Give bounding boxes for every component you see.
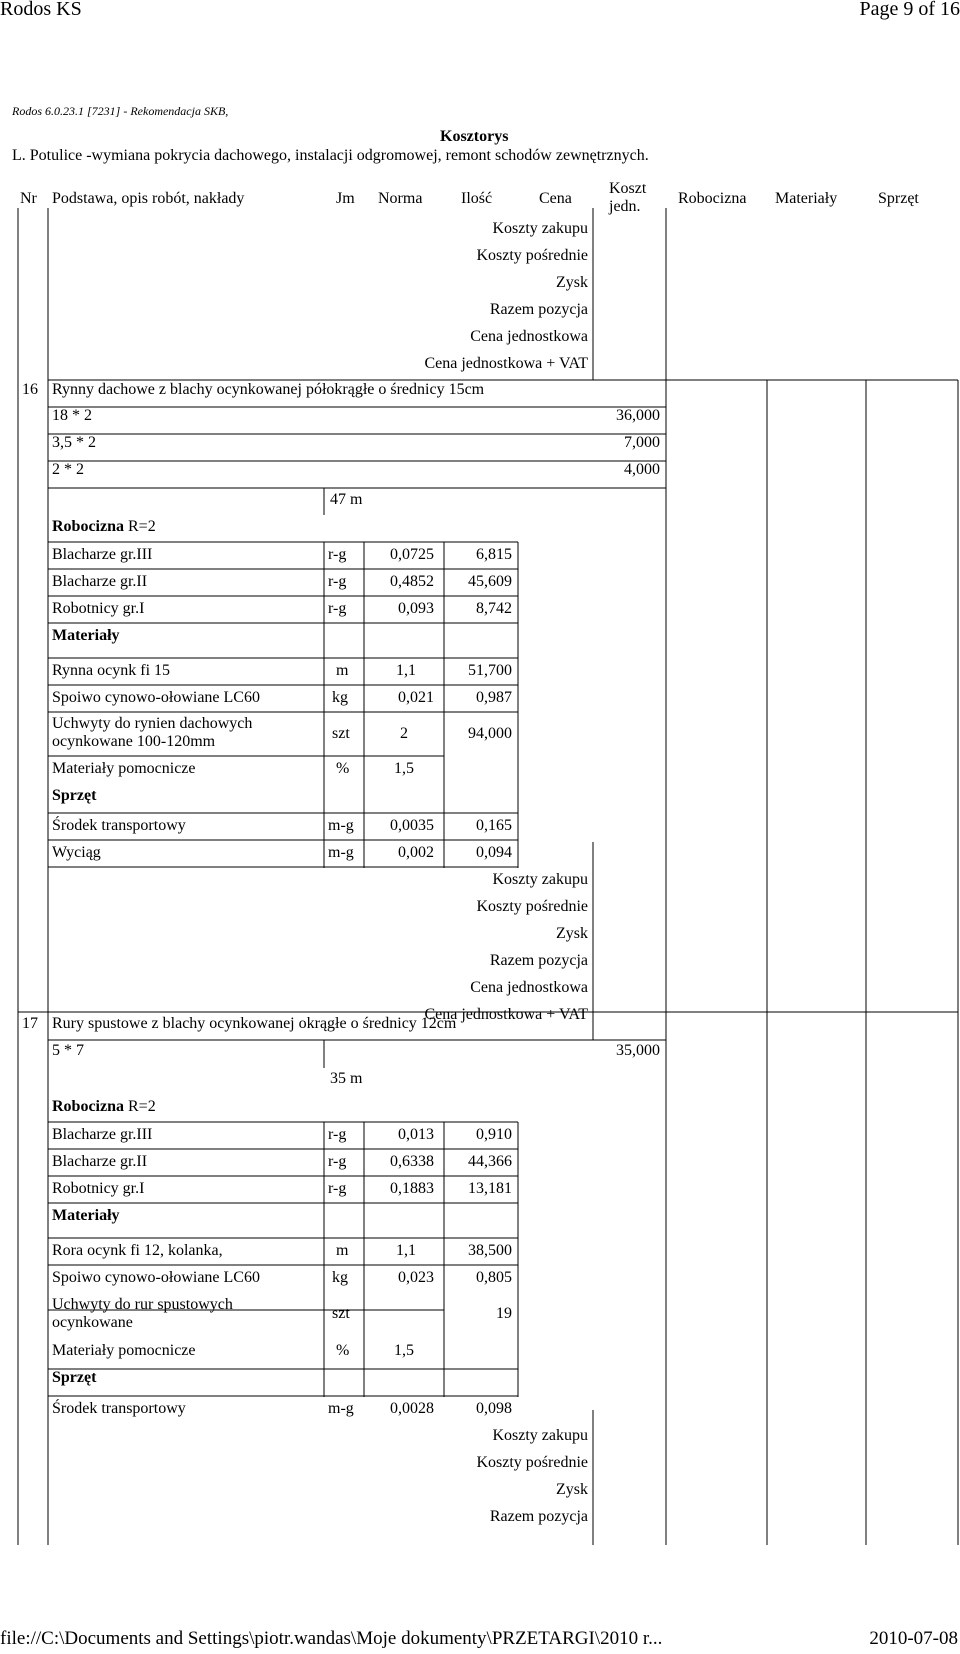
pos17-labor-norma: 0,1883 (390, 1180, 434, 1197)
pos16-measure-expr: 2 * 2 (52, 461, 84, 478)
pos16-labor-norma: 0,4852 (390, 573, 434, 590)
page-header-right: Page 9 of 16 (859, 0, 960, 20)
pos17-labor-name: Blacharze gr.II (52, 1153, 148, 1170)
pos17-razem-pozycja: Razem pozycja (489, 1508, 588, 1525)
r-factor: R=2 (128, 518, 156, 535)
pos16-measure-value: 4,000 (624, 461, 660, 478)
pos16-materialy-heading: Materiały (52, 627, 120, 644)
pos16-material-norma: 0,021 (398, 689, 434, 706)
col-header-ilosc: Ilość (461, 190, 493, 207)
col-header-norma: Norma (378, 190, 423, 207)
project-title: L. Potulice -wymiana pokrycia dachowego, instalacji odgromowej, remont schodów zewnętrznych. (12, 147, 649, 164)
pos16-sprzet-heading: Sprzęt (52, 787, 97, 804)
pos17-labor-jm: r-g (328, 1126, 347, 1143)
pos16-material-uchwyty-name-2: ocynkowane 100-120mm (52, 733, 216, 750)
pos17-equipment-ilosc: 0,098 (476, 1400, 512, 1417)
pos16-measure-value: 7,000 (624, 434, 660, 451)
pos17-material-name: Spoiwo cynowo-ołowiane LC60 (52, 1269, 260, 1286)
pos16-measure-expr: 18 * 2 (52, 407, 92, 424)
col-header-jm: Jm (336, 190, 355, 207)
pos17-measure-value: 35,000 (616, 1042, 660, 1059)
pos17-material-uchwyty-jm: szt (332, 1305, 350, 1322)
col-header-sprzet: Sprzęt (878, 190, 919, 207)
summary-cena-jednostkowa: Cena jednostkowa (470, 328, 588, 345)
pos16-zysk: Zysk (556, 925, 588, 942)
pos16-cena-jednostkowa-vat: Cena jednostkowa + VAT (424, 1006, 588, 1023)
summary-koszty-zakupu: Koszty zakupu (492, 220, 588, 237)
pos16-labor-ilosc: 8,742 (476, 600, 512, 617)
pos17-labor-ilosc: 13,181 (468, 1180, 512, 1197)
r-factor: R=2 (128, 1098, 156, 1115)
pos17-labor-jm: r-g (328, 1180, 347, 1197)
pos16-material-pomocnicze-norma: 1,5 (394, 760, 414, 777)
pos17-material-uchwyty-name-2: ocynkowane (52, 1314, 133, 1331)
pos17-labor-ilosc: 44,366 (468, 1153, 512, 1170)
pos16-labor-name: Blacharze gr.II (52, 573, 148, 590)
pos17-material-name: Rora ocynk fi 12, kolanka, (52, 1242, 223, 1259)
pos16-nr: 16 (22, 381, 38, 398)
summary-koszty-posrednie: Koszty pośrednie (476, 247, 588, 264)
pos17-material-norma: 1,1 (396, 1242, 416, 1259)
pos17-material-pomocnicze-name: Materiały pomocnicze (52, 1342, 196, 1359)
pos16-koszty-posrednie: Koszty pośrednie (476, 898, 588, 915)
pos17-material-uchwyty-name-1: Uchwyty do rur spustowych (52, 1296, 233, 1313)
pos16-equipment-ilosc: 0,165 (476, 817, 512, 834)
footer-path: file://C:\Documents and Settings\piotr.wandas\Moje dokumenty\PRZETARGI\2010 r... (0, 1628, 663, 1649)
pos17-labor-norma: 0,013 (398, 1126, 434, 1143)
pos16-labor-jm: r-g (328, 600, 347, 617)
pos16-material-pomocnicze-name: Materiały pomocnicze (52, 760, 196, 777)
pos17-materialy-heading: Materiały (52, 1207, 120, 1224)
pos17-material-jm: kg (332, 1269, 348, 1286)
pos16-material-ilosc: 0,987 (476, 689, 512, 706)
col-header-koszt-jedn: jedn. (609, 198, 641, 215)
summary-cena-jednostkowa-vat: Cena jednostkowa + VAT (424, 355, 588, 372)
pos17-labor-ilosc: 0,910 (476, 1126, 512, 1143)
pos16-material-jm: kg (332, 689, 348, 706)
pos16-total: 47 m (330, 491, 363, 508)
summary-zysk: Zysk (556, 274, 588, 291)
pos16-material-name: Rynna ocynk fi 15 (52, 662, 171, 679)
page-header-left: Rodos KS (0, 0, 82, 20)
pos16-labor-jm: r-g (328, 546, 347, 563)
summary-razem-pozycja: Razem pozycja (489, 301, 588, 318)
pos16-equipment-norma: 0,002 (398, 844, 434, 861)
pos16-material-uchwyty-ilosc: 94,000 (468, 725, 512, 742)
pos17-zysk: Zysk (556, 1481, 588, 1498)
pos17-labor-name: Blacharze gr.III (52, 1126, 153, 1143)
pos16-labor-ilosc: 45,609 (468, 573, 512, 590)
pos16-material-uchwyty-name-1: Uchwyty do rynien dachowych (52, 715, 253, 732)
pos17-material-norma: 0,023 (398, 1269, 434, 1286)
pos16-material-name: Spoiwo cynowo-ołowiane LC60 (52, 689, 260, 706)
pos17-equipment-jm: m-g (328, 1400, 354, 1417)
pos16-material-uchwyty-norma: 2 (400, 725, 408, 742)
footer-date: 2010-07-08 (869, 1628, 958, 1649)
pos17-nr: 17 (22, 1015, 38, 1032)
program-line: Rodos 6.0.23.1 [7231] - Rekomendacja SKB, (12, 104, 229, 118)
pos16-labor-ilosc: 6,815 (476, 546, 512, 563)
col-header-cena: Cena (539, 190, 572, 207)
pos16-material-jm: m (336, 662, 349, 679)
robocizna-label: Robocizna (52, 1098, 124, 1115)
pos16-material-uchwyty-jm: szt (332, 725, 350, 742)
pos17-koszty-posrednie: Koszty pośrednie (476, 1454, 588, 1471)
pos16-equipment-name: Wyciąg (52, 844, 101, 861)
pos16-equipment-jm: m-g (328, 844, 354, 861)
pos17-material-ilosc: 38,500 (468, 1242, 512, 1259)
pos17-labor-jm: r-g (328, 1153, 347, 1170)
pos16-material-norma: 1,1 (396, 662, 416, 679)
col-header-koszt: Koszt (609, 180, 647, 197)
pos17-robocizna-heading (52, 1098, 156, 1116)
pos17-labor-name: Robotnicy gr.I (52, 1180, 145, 1197)
pos16-measure-value: 36,000 (616, 407, 660, 424)
pos17-koszty-zakupu: Koszty zakupu (492, 1427, 588, 1444)
col-header-nr: Nr (20, 190, 37, 207)
pos16-equipment-norma: 0,0035 (390, 817, 434, 834)
pos16-labor-name: Robotnicy gr.I (52, 600, 145, 617)
pos16-title: Rynny dachowe z blachy ocynkowanej półokrągłe o średnicy 15cm (52, 381, 485, 398)
pos17-total: 35 m (330, 1070, 363, 1087)
pos16-material-pomocnicze-jm: % (336, 760, 350, 777)
pos16-koszty-zakupu: Koszty zakupu (492, 871, 588, 888)
col-header-opis: Podstawa, opis robót, nakłady (52, 190, 245, 207)
pos16-robocizna-heading (52, 518, 156, 536)
col-header-robocizna: Robocizna (678, 190, 747, 207)
pos16-cena-jednostkowa: Cena jednostkowa (470, 979, 588, 996)
pos16-equipment-ilosc: 0,094 (476, 844, 512, 861)
pos17-labor-norma: 0,6338 (390, 1153, 434, 1170)
pos17-measure-expr: 5 * 7 (52, 1042, 84, 1059)
pos17-material-pomocnicze-norma: 1,5 (394, 1342, 414, 1359)
pos17-equipment-norma: 0,0028 (390, 1400, 434, 1417)
col-header-materialy: Materiały (775, 190, 838, 207)
pos16-labor-norma: 0,0725 (390, 546, 434, 563)
robocizna-label: Robocizna (52, 518, 124, 535)
pos17-material-pomocnicze-jm: % (336, 1342, 350, 1359)
document-title: Kosztorys (440, 128, 509, 145)
pos17-sprzet-heading: Sprzęt (52, 1369, 97, 1386)
pos16-material-ilosc: 51,700 (468, 662, 512, 679)
pos17-material-uchwyty-ilosc: 19 (496, 1305, 512, 1322)
pos16-labor-norma: 0,093 (398, 600, 434, 617)
pos17-equipment-name: Środek transportowy (52, 1400, 186, 1417)
pos17-title: Rury spustowe z blachy ocynkowanej okrągłe o średnicy 12cm (52, 1015, 457, 1032)
pos16-measure-expr: 3,5 * 2 (52, 434, 96, 451)
pos16-equipment-jm: m-g (328, 817, 354, 834)
pos17-material-jm: m (336, 1242, 349, 1259)
pos16-equipment-name: Środek transportowy (52, 817, 186, 834)
pos16-razem-pozycja: Razem pozycja (489, 952, 588, 969)
pos17-material-ilosc: 0,805 (476, 1269, 512, 1286)
pos16-labor-name: Blacharze gr.III (52, 546, 153, 563)
pos16-labor-jm: r-g (328, 573, 347, 590)
